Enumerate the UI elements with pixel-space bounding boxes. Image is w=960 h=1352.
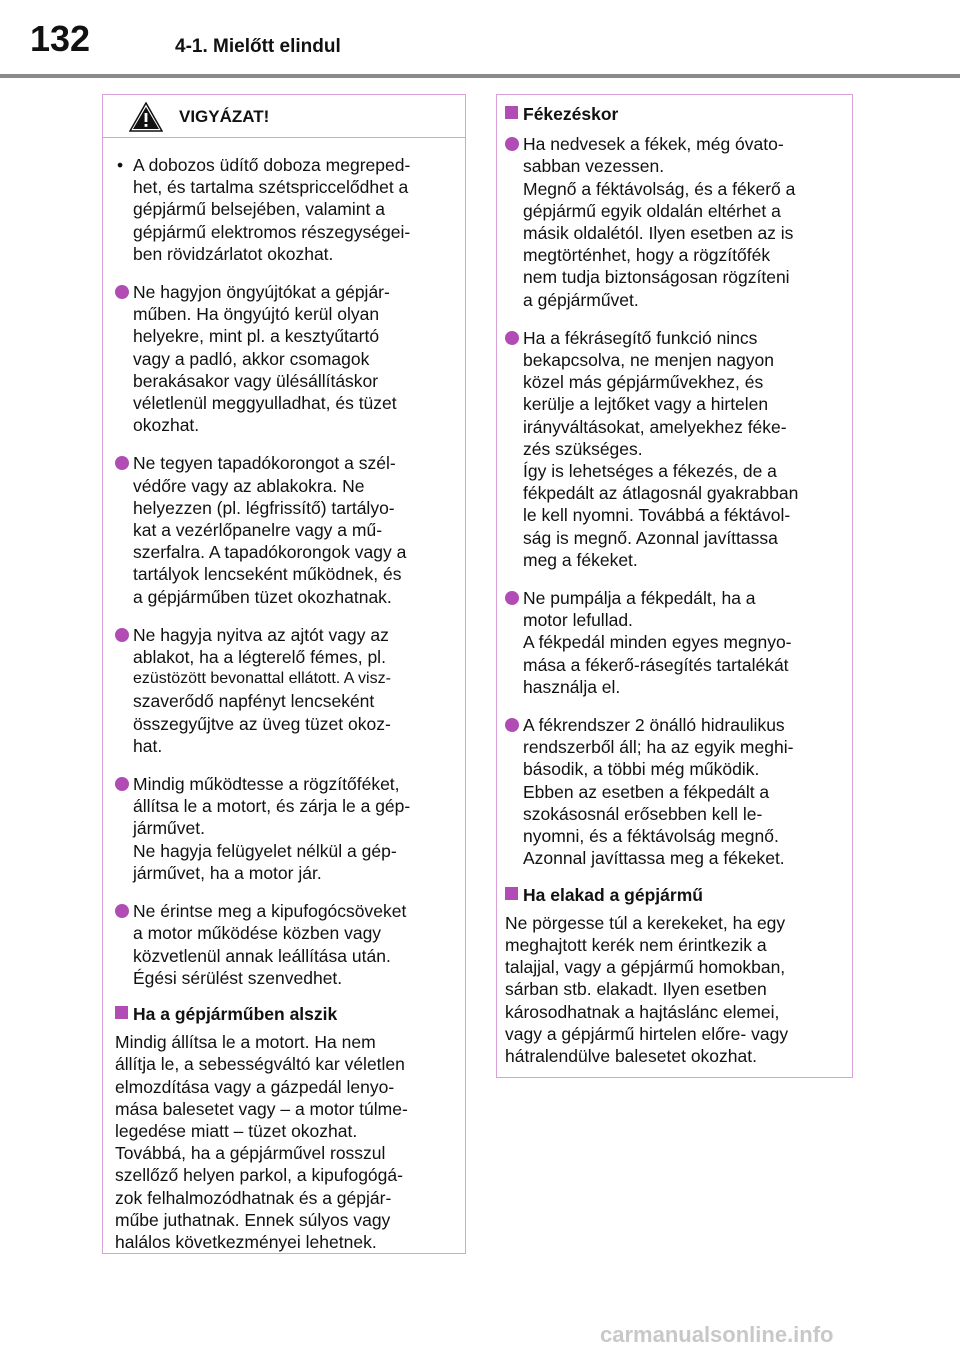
text-line: vagy a gépjármű hirtelen előre- vagy (505, 1023, 789, 1044)
text-line: Ne hagyja nyitva az ajtót vagy az (133, 624, 389, 645)
text-line: ezüstözött bevonattal ellátott. A visz- (133, 670, 391, 688)
text-line: helyezzen (pl. légfrissítő) tartályo- (133, 497, 395, 518)
section-subheading (505, 884, 842, 906)
square-bullet-icon (505, 106, 518, 119)
text-line: Ne hagyjon öngyújtókat a gépjár- (133, 282, 390, 303)
text-line: halálos következményei lehetnek. (115, 1231, 377, 1252)
text-line: megtörténhet, hogy a rögzítőfék (523, 245, 771, 266)
circle-bullet-icon (505, 331, 519, 345)
text-line: állítja le, a sebességváltó kar véletlen (115, 1054, 405, 1075)
section-title: 4-1. Mielőtt elindul (175, 36, 341, 57)
circle-bullet-icon (115, 904, 129, 918)
text-line: Ne érintse meg a kipufogócsöveket (133, 901, 407, 922)
continued-warning-box (496, 94, 853, 1078)
text-line: műbe juthatnak. Ennek súlyos vagy (115, 1209, 391, 1230)
text-line: mása balesetet vagy – a motor túlme- (115, 1098, 408, 1119)
text-line: Továbbá, ha a gépjárművel rosszul (115, 1143, 386, 1164)
text-line: másik oldalétól. Ilyen esetben az is (523, 223, 794, 244)
text-line: Mindig működtesse a rögzítőféket, (133, 774, 400, 795)
text-line: berakásakor vagy ülésállításkor (133, 370, 379, 391)
text-line: Mindig állítsa le a motort. Ha nem (115, 1032, 376, 1053)
text-line: járművet, ha a motor jár. (133, 862, 322, 883)
text-line: A fékrendszer 2 önálló hidraulikus (523, 715, 785, 736)
text-line: básodik, a többi még működik. (523, 759, 760, 780)
body-paragraph (505, 912, 842, 1067)
text-line: gépjármű belsejében, valamint a (133, 199, 385, 220)
text-line: szerfalra. A tapadókorongok vagy a (133, 542, 407, 563)
text-line: A dobozos üdítő doboza megreped- (133, 155, 411, 175)
circle-bullet-icon (505, 591, 519, 605)
text-line: mása a fékerő-rásegítés tartalékát (523, 654, 789, 675)
text-line: hat. (133, 735, 163, 756)
subheading-text: Ha elakad a gépjármű (523, 884, 703, 905)
circle-bullet-icon (505, 137, 519, 151)
square-bullet-icon (115, 1006, 128, 1019)
text-line: talajjal, vagy a gépjármű homokban, (505, 957, 786, 978)
page-number: 132 (30, 18, 91, 59)
bullet-item (115, 154, 453, 265)
text-line: Így is lehetséges a fékezés, de a (523, 461, 777, 482)
text-line: fékpedált az átlagosnál gyakrabban (523, 483, 799, 504)
text-line: gépjármű elektromos részegységei- (133, 221, 411, 242)
text-line: szellőző helyen parkol, a kipufogógá- (115, 1165, 403, 1186)
text-line: a gépjárműben tüzet okozhatnak. (133, 586, 392, 607)
text-line: járművet. (133, 818, 205, 839)
circle-bullet-icon (115, 456, 129, 470)
warning-paragraph (505, 133, 842, 311)
header-divider (0, 74, 960, 78)
text-line: ság is megnő. Azonnal javíttassa (523, 527, 778, 548)
text-line: Ne pörgesse túl a kerekeket, ha egy (505, 912, 786, 933)
text-line: használja el. (523, 676, 621, 697)
text-line: összegyűjtve az üveg tüzet okoz- (133, 713, 391, 734)
text-line: a motor működése közben vagy (133, 923, 382, 944)
warning-paragraph (115, 624, 453, 757)
text-line: Megnő a féktávolság, és a fékerő a (523, 178, 796, 199)
warning-header (103, 95, 465, 138)
text-line: szokásosnál erősebben kell le- (523, 803, 763, 824)
circle-bullet-icon (505, 718, 519, 732)
text-line: vagy a padló, akkor csomagok (133, 348, 370, 369)
text-line: zés szükséges. (523, 438, 643, 459)
circle-bullet-icon (115, 285, 129, 299)
warning-triangle-icon (129, 102, 163, 132)
continued-content (497, 95, 852, 1067)
bullet-dot-icon: • (117, 155, 124, 175)
text-line: het, és tartalma szétspriccelődhet a (133, 177, 409, 198)
warning-paragraph (115, 281, 453, 436)
text-line: ben rövidzárlatot okozhat. (133, 243, 334, 264)
text-line: védőre vagy az ablakokra. Ne (133, 475, 365, 496)
text-line: tartályok lencseként működnek, és (133, 564, 402, 585)
warning-paragraph (505, 327, 842, 571)
text-line: Ne pumpálja a fékpedált, ha a (523, 588, 756, 609)
text-line: zok felhalmozódhatnak és a gépjár- (115, 1187, 392, 1208)
text-line: meghajtott kerék nem érintkezik a (505, 934, 767, 955)
text-line: nem tudja biztonságosan rögzíteni (523, 267, 790, 288)
text-line: irányváltásokat, amelyekhez féke- (523, 416, 787, 437)
warning-paragraph (115, 900, 453, 989)
text-line: Azonnal javíttassa meg a fékeket. (523, 848, 785, 869)
text-line: helyekre, mint pl. a kesztyűtartó (133, 326, 380, 347)
section-subheading (505, 103, 842, 125)
text-line: sárban stb. elakadt. Ilyen esetben (505, 979, 767, 1000)
text-line: állítsa le a motort, és zárja le a gép- (133, 796, 411, 817)
text-line: hátralendülve balesetet okozhat. (505, 1045, 757, 1066)
body-paragraph (115, 1031, 453, 1253)
subheading-text: Ha a gépjárműben alszik (133, 1003, 338, 1024)
text-line: műben. Ha öngyújtó kerül olyan (133, 304, 380, 325)
text-line: Ha nedvesek a fékek, még óvato- (523, 134, 784, 155)
warning-paragraph (115, 773, 453, 884)
text-line: nyomni, és a féktávolság megnő. (523, 826, 779, 847)
text-line: Ebben az esetben a fékpedált a (523, 781, 770, 802)
warning-paragraph (505, 714, 842, 869)
text-line: sabban vezessen. (523, 156, 665, 177)
text-line: gépjármű egyik oldalán eltérhet a (523, 200, 781, 221)
text-line: okozhat. (133, 415, 200, 436)
text-line: A fékpedál minden egyes megnyo- (523, 632, 792, 653)
text-line: károsodhatnak a hajtáslánc elemei, (505, 1001, 780, 1022)
warning-paragraph (505, 587, 842, 698)
warning-content (103, 138, 465, 1253)
text-line: motor lefullad. (523, 610, 633, 631)
text-line: elmozdítása vagy a gázpedál lenyo- (115, 1076, 395, 1097)
text-line: legedése miatt – tüzet okozhat. (115, 1120, 358, 1141)
warning-title: VIGYÁZAT! (179, 107, 270, 126)
square-bullet-icon (505, 887, 518, 900)
circle-bullet-icon (115, 628, 129, 642)
text-line: Égési sérülést szenvedhet. (133, 967, 343, 988)
text-line: véletlenül meggyulladhat, és tüzet (133, 393, 397, 414)
warning-paragraph (115, 452, 453, 607)
text-line: le kell nyomni. Továbbá a féktávol- (523, 505, 791, 526)
text-line: bekapcsolva, ne menjen nagyon (523, 350, 775, 371)
text-line: Ne hagyja felügyelet nélkül a gép- (133, 840, 397, 861)
text-line: a gépjárművet. (523, 289, 639, 310)
text-line: szaverődő napfényt lencseként (133, 691, 375, 712)
text-line: rendszerből áll; ha az egyik meghi- (523, 737, 794, 758)
text-line: kerülje a lejtőket vagy a hirtelen (523, 394, 769, 415)
page-header (0, 0, 960, 80)
circle-bullet-icon (115, 777, 129, 791)
text-line: kat a vezérlőpanelre vagy a mű- (133, 520, 383, 541)
text-line: közel más gépjárművekhez, és (523, 372, 764, 393)
text-line: Ne tegyen tapadókorongot a szél- (133, 453, 396, 474)
text-line: közvetlenül annak leállítása után. (133, 945, 391, 966)
watermark: carmanualsonline.info (600, 1322, 834, 1347)
section-subheading (115, 1003, 453, 1025)
warning-box (102, 94, 466, 1254)
subheading-text: Fékezéskor (523, 104, 619, 124)
text-line: Ha a fékrásegítő funkció nincs (523, 327, 758, 348)
text-line: ablakot, ha a légterelő fémes, pl. (133, 647, 386, 668)
text-line: meg a fékeket. (523, 549, 638, 570)
